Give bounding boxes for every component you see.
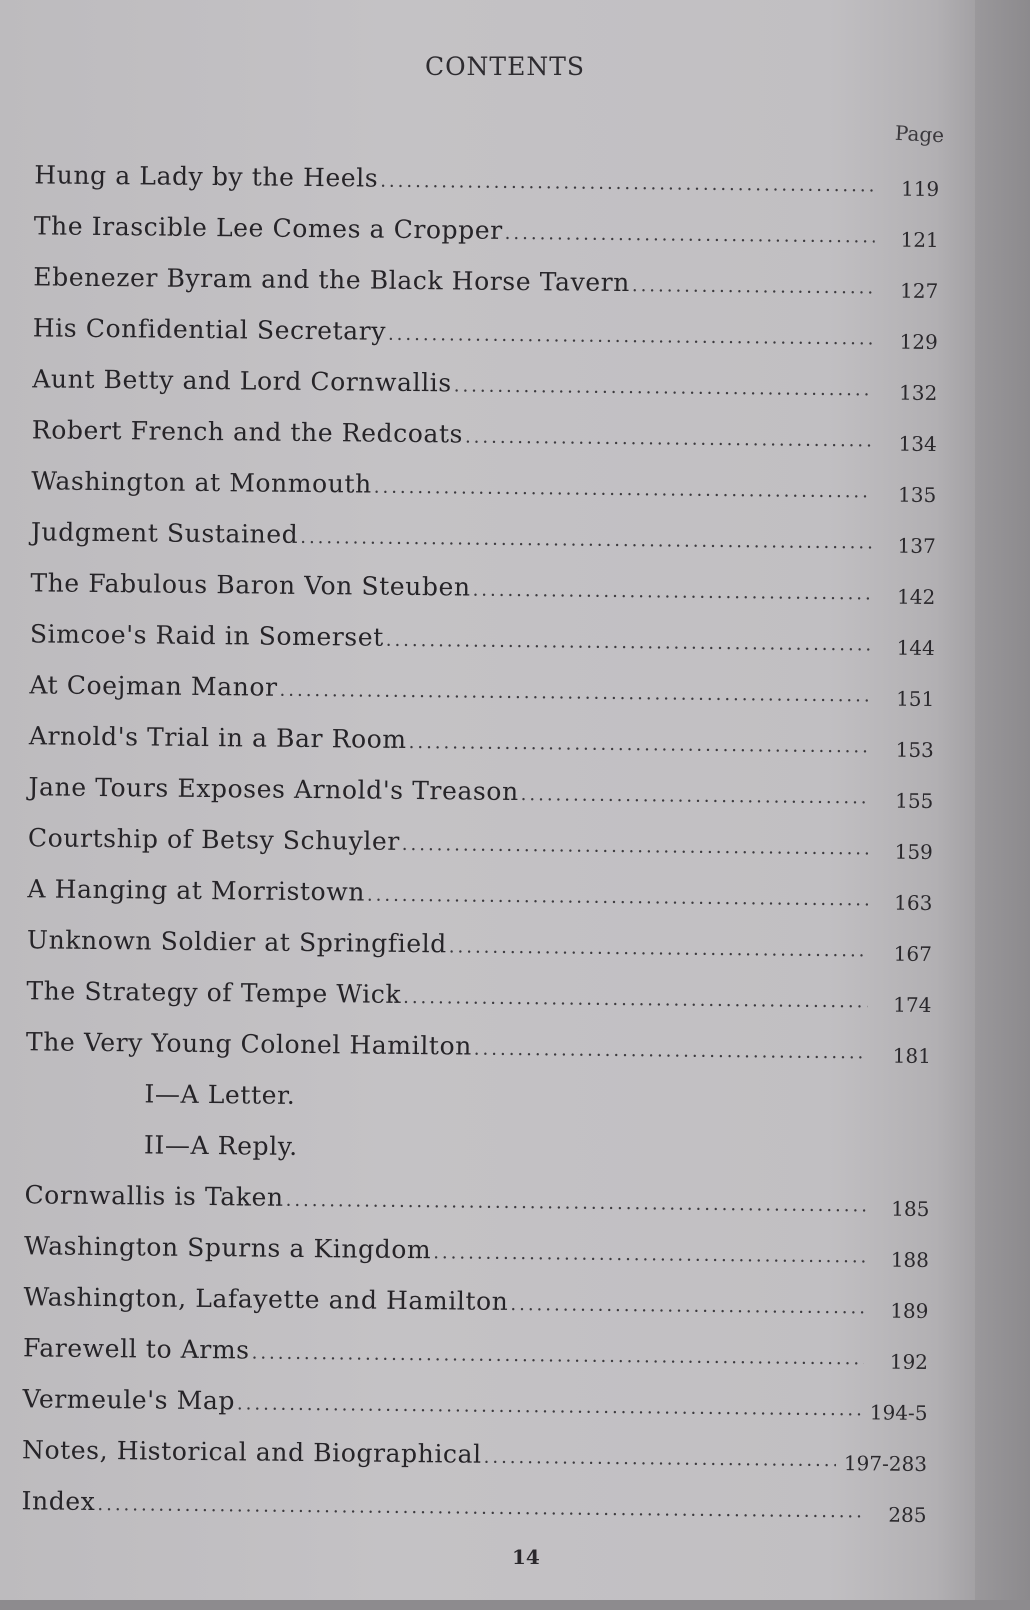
toc-entry-title: Robert French and the Redcoats — [31, 415, 464, 449]
dot-leader — [286, 1190, 866, 1217]
toc-entry — [29, 670, 934, 715]
toc-entry — [23, 1333, 928, 1378]
toc-entry-page: 285 — [888, 1502, 927, 1527]
toc-entry-page: 185 — [891, 1196, 930, 1221]
dot-leader — [97, 1494, 862, 1522]
toc-entry — [27, 925, 932, 970]
toc-entry — [27, 874, 932, 919]
toc-entry-title: The Irascible Lee Comes a Cropper — [33, 211, 503, 245]
toc-entry-page: 188 — [890, 1247, 930, 1272]
toc-subentry: II—A Reply. — [143, 1130, 298, 1161]
toc-entry — [21, 1486, 926, 1531]
toc-entry — [22, 1384, 927, 1429]
toc-entry-page: 163 — [894, 890, 933, 915]
toc-entry-title: Hung a Lady by the Heels — [34, 160, 379, 193]
toc-entry-title: At Coejman Manor — [29, 670, 278, 702]
dot-leader — [388, 324, 874, 350]
toc-entry — [26, 1027, 931, 1072]
toc-entry-page: 135 — [897, 482, 937, 508]
dot-leader — [449, 936, 868, 961]
page-column-label: Page — [894, 120, 945, 148]
dot-leader — [632, 275, 875, 298]
toc-entry-title: Jane Tours Exposes Arnold's Treason — [28, 772, 519, 807]
toc-entry — [29, 721, 934, 766]
toc-entry-page: 167 — [893, 941, 933, 966]
dot-leader — [237, 1393, 862, 1420]
toc-subentry: I—A Letter. — [144, 1079, 296, 1110]
toc-entry-title: Washington, Lafayette and Hamilton — [23, 1282, 509, 1316]
page-number: 14 — [512, 1545, 540, 1569]
toc-entry-title: Washington Spurns a Kingdom — [23, 1231, 432, 1265]
toc-entry — [26, 976, 931, 1021]
toc-entry-page: 181 — [892, 1043, 932, 1068]
dot-leader — [505, 223, 875, 248]
dot-leader — [403, 987, 867, 1012]
toc-entry-title: Farewell to Arms — [22, 1333, 250, 1365]
toc-entry-title: Judgment Sustained — [30, 517, 299, 549]
toc-entry-page: 132 — [898, 380, 938, 406]
toc-entry-page: 137 — [897, 533, 936, 559]
toc-entry — [23, 1282, 928, 1327]
toc-entry-page: 127 — [899, 278, 939, 304]
toc-entry-title: Simcoe's Raid in Somerset — [29, 619, 384, 652]
toc-entry — [28, 823, 933, 868]
toc-entry-page: 144 — [896, 635, 935, 661]
toc-entry-page: 151 — [896, 686, 935, 712]
dot-leader — [433, 1242, 865, 1267]
toc-entry — [28, 772, 933, 817]
toc-entry-page: 155 — [895, 788, 934, 813]
dot-leader — [386, 630, 871, 656]
dot-leader — [510, 1294, 864, 1318]
toc-entry-title: Index — [21, 1486, 96, 1516]
dot-leader — [279, 680, 870, 707]
dot-leader — [484, 1447, 836, 1471]
contents-heading: CONTENTS — [424, 52, 586, 81]
toc-entry — [31, 517, 936, 562]
toc-entry-page: 121 — [900, 227, 939, 253]
dot-leader — [367, 885, 869, 911]
toc-entry — [30, 619, 935, 664]
toc-entry-page: 197-283 — [843, 1451, 928, 1476]
toc-entry — [33, 313, 938, 358]
dot-leader — [374, 477, 873, 503]
toc-entry-title: Arnold's Trial in a Bar Room — [28, 721, 407, 754]
toc-entry — [22, 1435, 927, 1480]
toc-entry — [32, 415, 937, 460]
dot-leader — [402, 834, 869, 859]
dot-leader — [454, 375, 874, 400]
dot-leader — [409, 732, 870, 757]
toc-entry — [32, 364, 937, 409]
dot-leader — [474, 1039, 867, 1064]
toc-entry — [24, 1180, 929, 1225]
toc-entry-title: A Hanging at Morristown — [27, 874, 366, 907]
toc-entry-page: 192 — [889, 1349, 929, 1374]
toc-entry-page: 194-5 — [869, 1400, 928, 1425]
dot-leader — [465, 426, 873, 451]
toc-entry-title: Cornwallis is Taken — [24, 1180, 284, 1212]
toc-entry-title: The Very Young Colonel Hamilton — [25, 1027, 473, 1061]
toc-entry-title: Courtship of Betsy Schuyler — [27, 823, 401, 856]
toc-entry-page: 119 — [900, 176, 940, 202]
toc-entry-title: Unknown Soldier at Springfield — [26, 925, 448, 959]
dot-leader — [252, 1342, 865, 1369]
toc-entry-title: Washington at Monmouth — [31, 466, 372, 499]
dot-leader — [521, 784, 870, 808]
dot-leader — [380, 171, 875, 197]
toc-entry-title: His Confidential Secretary — [32, 313, 387, 346]
toc-entry — [33, 262, 938, 307]
toc-entry-title: Vermeule's Map — [22, 1384, 236, 1416]
toc-entry-page: 159 — [894, 839, 933, 864]
toc-entry-title: The Strategy of Tempe Wick — [26, 976, 402, 1009]
toc-entry-page: 129 — [899, 329, 938, 355]
toc-entry — [34, 211, 939, 256]
toc-entry-title: Notes, Historical and Biographical — [21, 1435, 482, 1469]
toc-entry-title: Aunt Betty and Lord Cornwallis — [32, 364, 452, 398]
toc-entry-page: 174 — [893, 992, 932, 1017]
dot-leader — [300, 527, 872, 553]
toc-entry-page: 134 — [898, 431, 937, 457]
toc-entry-page: 153 — [895, 737, 934, 762]
toc-entry-title: Ebenezer Byram and the Black Horse Tavern — [33, 262, 631, 298]
toc-entry — [24, 1231, 929, 1276]
dot-leader — [473, 580, 872, 605]
toc-entry-title: The Fabulous Baron Von Steuben — [30, 568, 471, 602]
toc-entry — [34, 160, 939, 205]
toc-entry — [30, 568, 935, 613]
toc-entry-page: 142 — [897, 584, 936, 610]
toc-entry — [31, 466, 936, 511]
toc-entry-page: 189 — [890, 1298, 929, 1323]
